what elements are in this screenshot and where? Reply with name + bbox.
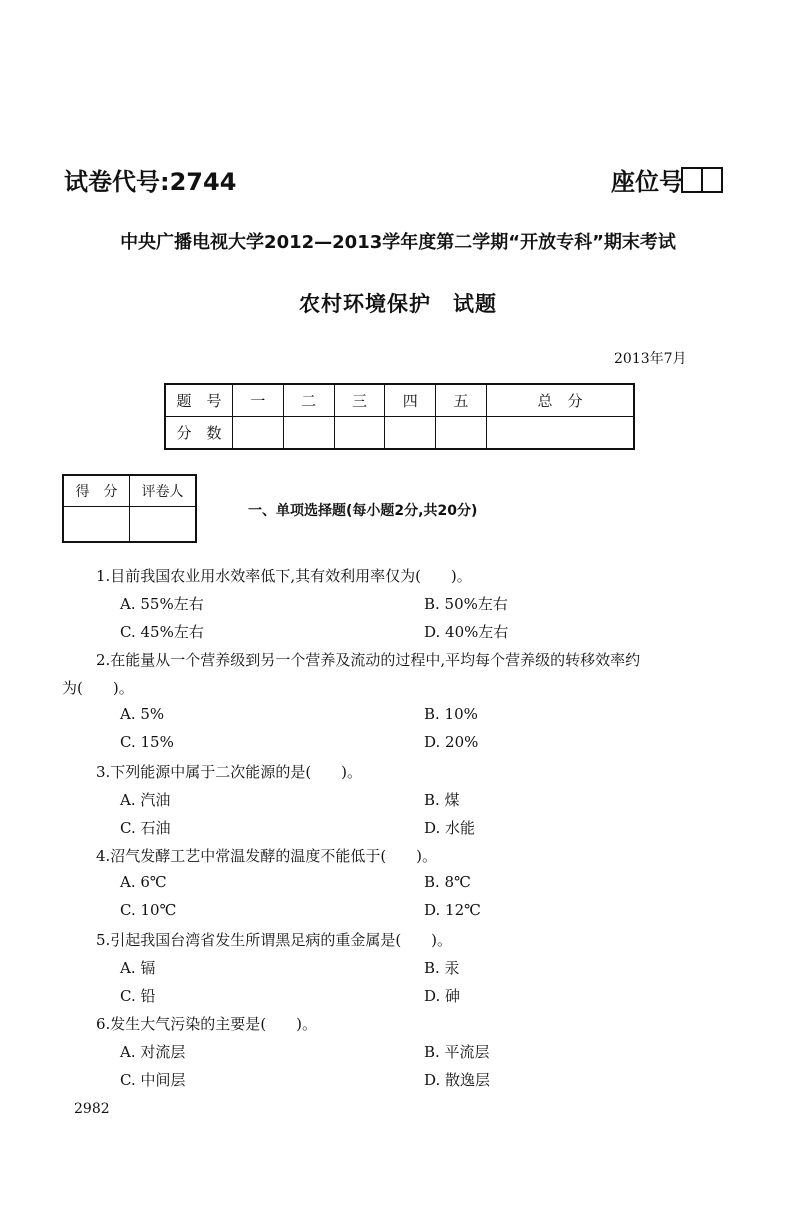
question-stem: 2.在能量从一个营养级到另一个营养及流动的过程中,平均每个营养级的转移效率约 [96, 651, 641, 669]
score-cell[interactable] [436, 417, 487, 450]
option-a[interactable]: A. 5% [120, 705, 165, 723]
option-d[interactable]: D. 水能 [424, 819, 476, 837]
option-b[interactable]: B. 8℃ [424, 873, 471, 891]
score-total-cell[interactable] [486, 417, 634, 450]
seat-box [701, 167, 723, 193]
question-stem: 3.下列能源中属于二次能源的是( )。 [96, 763, 363, 781]
score-cell[interactable] [233, 417, 284, 450]
option-a[interactable]: A. 对流层 [120, 1043, 186, 1061]
option-d[interactable]: D. 砷 [424, 987, 461, 1005]
score-cell[interactable] [283, 417, 334, 450]
option-a[interactable]: A. 55%左右 [120, 595, 204, 613]
grader-score-cell[interactable] [63, 507, 130, 543]
seat-box [681, 167, 703, 193]
exam-header: 中央广播电视大学2012—2013学年度第二学期“开放专科”期末考试 [120, 232, 676, 253]
grader-header-row [63, 475, 196, 507]
score-header-label: 题 号 [165, 384, 233, 417]
score-header-cell: 四 [385, 384, 436, 417]
option-b[interactable]: B. 汞 [424, 959, 460, 977]
option-b[interactable]: B. 煤 [424, 791, 460, 809]
grader-name-label: 评卷人 [130, 475, 197, 507]
option-b[interactable]: B. 10% [424, 705, 478, 723]
score-cell[interactable] [385, 417, 436, 450]
score-row-label: 分 数 [165, 417, 233, 450]
question-stem: 1.目前我国农业用水效率低下,其有效利用率仅为( )。 [96, 567, 472, 585]
grader-score-label: 得 分 [63, 475, 130, 507]
score-header-cell: 五 [436, 384, 487, 417]
option-c[interactable]: C. 15% [120, 733, 174, 751]
question-stem-continued: 为( )。 [62, 679, 134, 697]
page-number: 2982 [74, 1101, 110, 1117]
score-table-score-row [165, 417, 634, 450]
exam-date: 2013年7月 [614, 351, 687, 367]
question-stem: 5.引起我国台湾省发生所谓黑足病的重金属是( )。 [96, 931, 453, 949]
option-c[interactable]: C. 10℃ [120, 901, 177, 919]
option-a[interactable]: A. 汽油 [120, 791, 171, 809]
seat-label: 座位号 [611, 168, 683, 196]
seat-number [611, 162, 723, 197]
score-cell[interactable] [334, 417, 385, 450]
option-c[interactable]: C. 铅 [120, 987, 156, 1005]
score-header-cell: 一 [233, 384, 284, 417]
question-stem: 6.发生大气污染的主要是( )。 [96, 1015, 318, 1033]
option-c[interactable]: C. 45%左右 [120, 623, 204, 641]
option-c[interactable]: C. 中间层 [120, 1071, 186, 1089]
option-c[interactable]: C. 石油 [120, 819, 171, 837]
option-d[interactable]: D. 12℃ [424, 901, 481, 919]
grader-name-cell[interactable] [130, 507, 197, 543]
option-b[interactable]: B. 平流层 [424, 1043, 490, 1061]
section-title: 一、单项选择题(每小题2分,共20分) [248, 503, 478, 519]
option-d[interactable]: D. 散逸层 [424, 1071, 491, 1089]
grader-table [62, 474, 197, 543]
option-d[interactable]: D. 20% [424, 733, 479, 751]
grader-input-row [63, 507, 196, 543]
option-a[interactable]: A. 6℃ [120, 873, 167, 891]
option-d[interactable]: D. 40%左右 [424, 623, 509, 641]
paper-code: 试卷代号:2744 [64, 168, 237, 196]
question-stem: 4.沼气发酵工艺中常温发酵的温度不能低于( )。 [96, 847, 438, 865]
option-a[interactable]: A. 镉 [120, 959, 156, 977]
option-b[interactable]: B. 50%左右 [424, 595, 508, 613]
score-table-header-row [165, 384, 634, 417]
course-title: 农村环境保护 试题 [299, 292, 497, 316]
score-header-cell: 三 [334, 384, 385, 417]
score-header-cell: 二 [283, 384, 334, 417]
score-header-total: 总 分 [486, 384, 634, 417]
score-table [164, 383, 635, 450]
